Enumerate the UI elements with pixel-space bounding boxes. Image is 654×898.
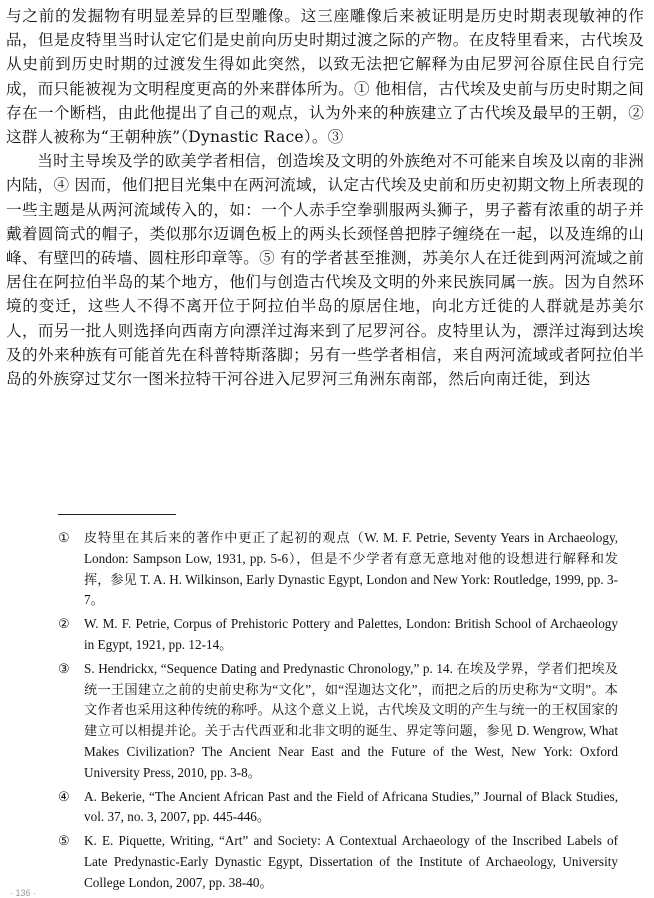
footnote-marker: ③ [58,660,70,676]
footnote-3 [58,659,618,784]
footnote-text: S. Hendrickx, “Sequence Dating and Predynastic Chronology,” p. 14. 在埃及学界，学者们把埃及统一王国建立之前的史前史称为“文化”，如“涅迦达文化”，而把之后的历史称为“文明”。本文作者也采用这种传统的称呼。从这个意义上说，古代埃及文明的产生与统一的王权国家的建立可以相提并论。关于古代西亚和北非文明的诞生、界定等问题，参见 D. Wengrow, What Makes Civilization? The Ancient Near East and the Future of the West, New York: Oxford University Press, 2010, pp. 3-8。 [84,660,618,780]
footnote-text: A. Bekerie, “The Ancient African Past and the Field of Africana Studies,” Journal of Black Studies, vol. 37, no. 3, 2007, pp. 445-446。 [84,788,618,825]
paragraph-2: 当时主导埃及学的欧美学者相信，创造埃及文明的外族绝对不可能来自埃及以南的非洲内陆，④ 因而，他们把目光集中在两河流域，认定古代埃及史前和历史初期文物上所表现的一些主题是从两河流域传入的，如：一个人赤手空拳驯服两头狮子，男子蓄有浓重的胡子并戴着圆筒式的帽子，类似那尔迈调色板上的两头长颈怪兽把脖子缠绕在一起，以及连绵的山峰、有壁凹的砖墙、圆柱形印章等。⑤ 有的学者甚至推测，苏美尔人在迁徙到两河流域之前居住在阿拉伯半岛的某个地方，他们与创造古代埃及文明的外来民族同属一族。因为自然环境的变迁，这些人不得不离开位于阿拉伯半岛的原居住地，向北方迁徙的人群就是苏美尔人，而另一批人则选择向西南方向漂洋过海来到了尼罗河谷。皮特里认为，漂洋过海到达埃及的外来种族有可能首先在科普特斯落脚；另有一些学者相信，来自两河流域或者阿拉伯半岛的外族穿过艾尔一图米拉特干河谷进入尼罗河三角洲东南部，然后向南迁徙，到达 [6,152,644,389]
footnote-text: W. M. F. Petrie, Corpus of Prehistoric Pottery and Palettes, London: British School of Archaeology in Egypt, 1921, pp. 12-14。 [84,616,618,652]
footnote-5 [58,831,618,893]
footnote-4 [58,787,618,829]
page-number: · 136 · [10,888,37,898]
footnote-text: K. E. Piquette, Writing, “Art” and Society: A Contextual Archaeology of the Inscribed Labels of Late Predynastic-Early Dynastic Egypt, Dissertation of the Institute of Archaeology, University College London, 2007, pp. 38-40。 [84,833,618,890]
footnote-2 [58,614,618,656]
footnote-marker: ④ [58,788,70,804]
paragraph-1: 与之前的发掘物有明显差异的巨型雕像。这三座雕像后来被证明是历史时期表现敏神的作品，但是皮特里当时认定它们是史前向历史时期过渡之际的产物。在皮特里看来，古代埃及从史前到历史时期的过渡发生得如此突然，以致无法把它解释为由尼罗河谷原住民自行完成，而只能被视为文明程度更高的外来群体所为。① 他相信，古代埃及史前与历史时期之间存在一个断档，由此他提出了自己的观点，认为外来的种族建立了古代埃及最早的王朝，② 这群人被称为“王朝种族”（Dynastic Race）。③ [6,7,644,147]
main-text [6,4,644,391]
footnote-text: 皮特里在其后来的著作中更正了起初的观点（W. M. F. Petrie, Seventy Years in Archaeology, London: Sampson Low, 1931, pp. 5-6），但是不少学者有意无意地对他的设想进行解释和发挥，参见 T. A. H. Wilkinson, Early Dynastic Egypt, London and New York: Routledge, 1999, pp. 3-7。 [84,530,618,608]
footnote-marker: ① [58,530,70,545]
footnote-marker: ⑤ [58,833,70,849]
footnotes [58,528,618,897]
footnote-separator [58,514,176,515]
footnote-marker: ② [58,616,70,632]
footnote-1 [58,528,618,611]
